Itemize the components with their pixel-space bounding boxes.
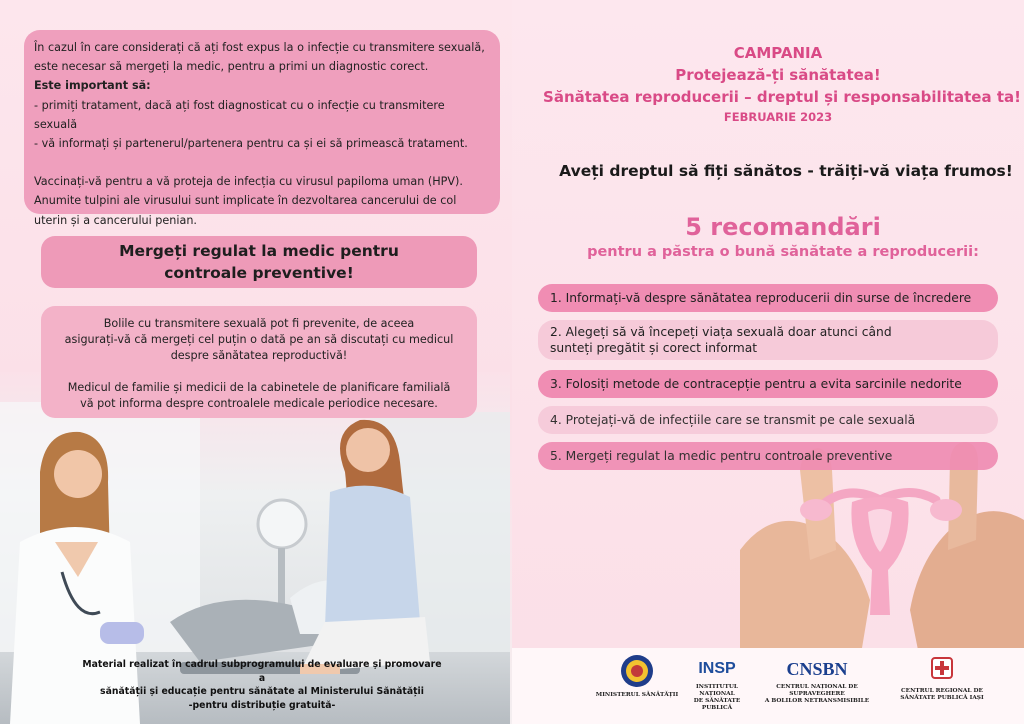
recommendation-text: 5. Mergeți regulat la medic pentru controale preventive <box>550 449 893 463</box>
campaign-date: FEBRUARIE 2023 <box>723 110 833 124</box>
checkup-heading-line: controale preventive! <box>164 264 354 282</box>
logo-caption: A BOLILOR NETRANSMISIBILE <box>764 698 870 704</box>
recommendation-item <box>538 442 998 470</box>
logo-caption: DE SĂNĂTATE PUBLICĂ <box>693 698 741 711</box>
info-line-important: Este important să: <box>34 79 151 93</box>
info-line: - vă informați și partenerul/partenera pentru ca și ei să primească tratament. <box>34 137 468 151</box>
logo-crsp-iasi <box>892 654 992 702</box>
logo-caption: CENTRUL NAȚIONAL DE SUPRAVEGHERE <box>776 684 858 697</box>
logo-caption: MINISTERUL SĂNĂTĂȚII <box>595 692 679 698</box>
campaign-slogan: Protejează-ți sănătatea! <box>675 66 881 84</box>
recommendation-text: 3. Folosiți metode de contracepție pentru a evita sarcinile nedorite <box>550 377 962 391</box>
msg-line: vă pot informa despre controalele medicale periodice necesare. <box>80 397 438 410</box>
info-line: - primiți tratament, dacă ați fost diagnosticat cu o infecție cu transmitere sexuală <box>34 98 445 131</box>
cnsbn-wordmark: CNSBN <box>786 659 848 679</box>
prevention-message-box <box>41 306 477 418</box>
msg-line: asigurați-vă că mergeți cel puțin o dată pe an să discutați cu medicul <box>64 333 454 346</box>
checkup-heading-line: Mergeți regulat la medic pentru <box>119 242 399 260</box>
msg-line: Medicul de familie și medicii de la cabinetele de planificare familială <box>67 381 451 394</box>
recommendation-text: 1. Informați-vă despre sănătatea reproducerii din surse de încredere <box>550 291 972 305</box>
info-line: este necesar să mergeți la medic, pentru a primi un diagnostic corect. <box>34 60 429 74</box>
info-line: În cazul în care considerați că ați fost expus la o infecție cu transmitere sexuală, <box>34 41 485 54</box>
crsp-cross-icon <box>930 654 954 684</box>
note-line: -pentru distribuție gratuită- <box>188 699 336 711</box>
insp-wordmark: INSP <box>698 660 736 677</box>
recommendation-item <box>538 320 998 360</box>
checkup-heading <box>41 236 477 288</box>
logo-caption: INSTITUTUL NAȚIONAL <box>695 684 739 697</box>
logo-insp <box>682 654 752 712</box>
note-line: sănătății și educație pentru sănătate al Ministerului Sănătății <box>100 686 424 697</box>
campaign-header <box>512 42 1024 126</box>
recommendation-item <box>538 370 998 398</box>
recommendation-item <box>538 284 998 312</box>
sti-info-box <box>24 30 500 227</box>
msg-line: despre sănătatea reproductivă! <box>170 349 348 362</box>
logo-ministerul-sanatatii <box>592 654 682 699</box>
recommendations-heading: 5 recomandări <box>685 213 881 241</box>
note-line: Material realizat în cadrul subprogramului de evaluare și promovare a <box>82 659 442 684</box>
campaign-subtitle: Sănătatea reproducerii – dreptul și responsabilitatea ta! <box>543 88 1021 106</box>
msg-line: Bolile cu transmitere sexuală pot fi prevenite, de aceea <box>103 317 415 330</box>
recommendation-text: 2. Alegeți să vă începeți viața sexuală doar atunci când sunteți pregătit și corect informat <box>550 325 892 355</box>
info-line: uterin și a cancerului penian. <box>34 213 197 227</box>
recommendations-subheading: pentru a păstra o bună sănătate a reproducerii: <box>587 244 979 260</box>
partner-logos-bar <box>512 648 1024 724</box>
ministry-seal-icon <box>620 654 654 688</box>
info-line: Vaccinați-vă pentru a vă proteja de infecția cu virusul papiloma uman (HPV). <box>34 175 463 189</box>
material-note <box>82 658 442 712</box>
logo-cnsbn <box>757 654 877 705</box>
recommendations-title <box>512 212 1024 262</box>
recommendation-item <box>538 406 998 434</box>
campaign-label: CAMPANIA <box>733 44 823 62</box>
info-line: Anumite tulpini ale virusului sunt implicate în dezvoltarea cancerului de col <box>34 194 457 208</box>
recommendation-text: 4. Protejați-vă de infecțiile care se transmit pe cale sexuală <box>550 413 916 427</box>
logo-caption: CENTRUL REGIONAL DE <box>901 688 983 694</box>
logo-caption: SĂNĂTATE PUBLICĂ IAȘI <box>900 695 984 701</box>
rights-statement: Aveți dreptul să fiți sănătos - trăiți-vă viața frumos! <box>559 162 1013 180</box>
